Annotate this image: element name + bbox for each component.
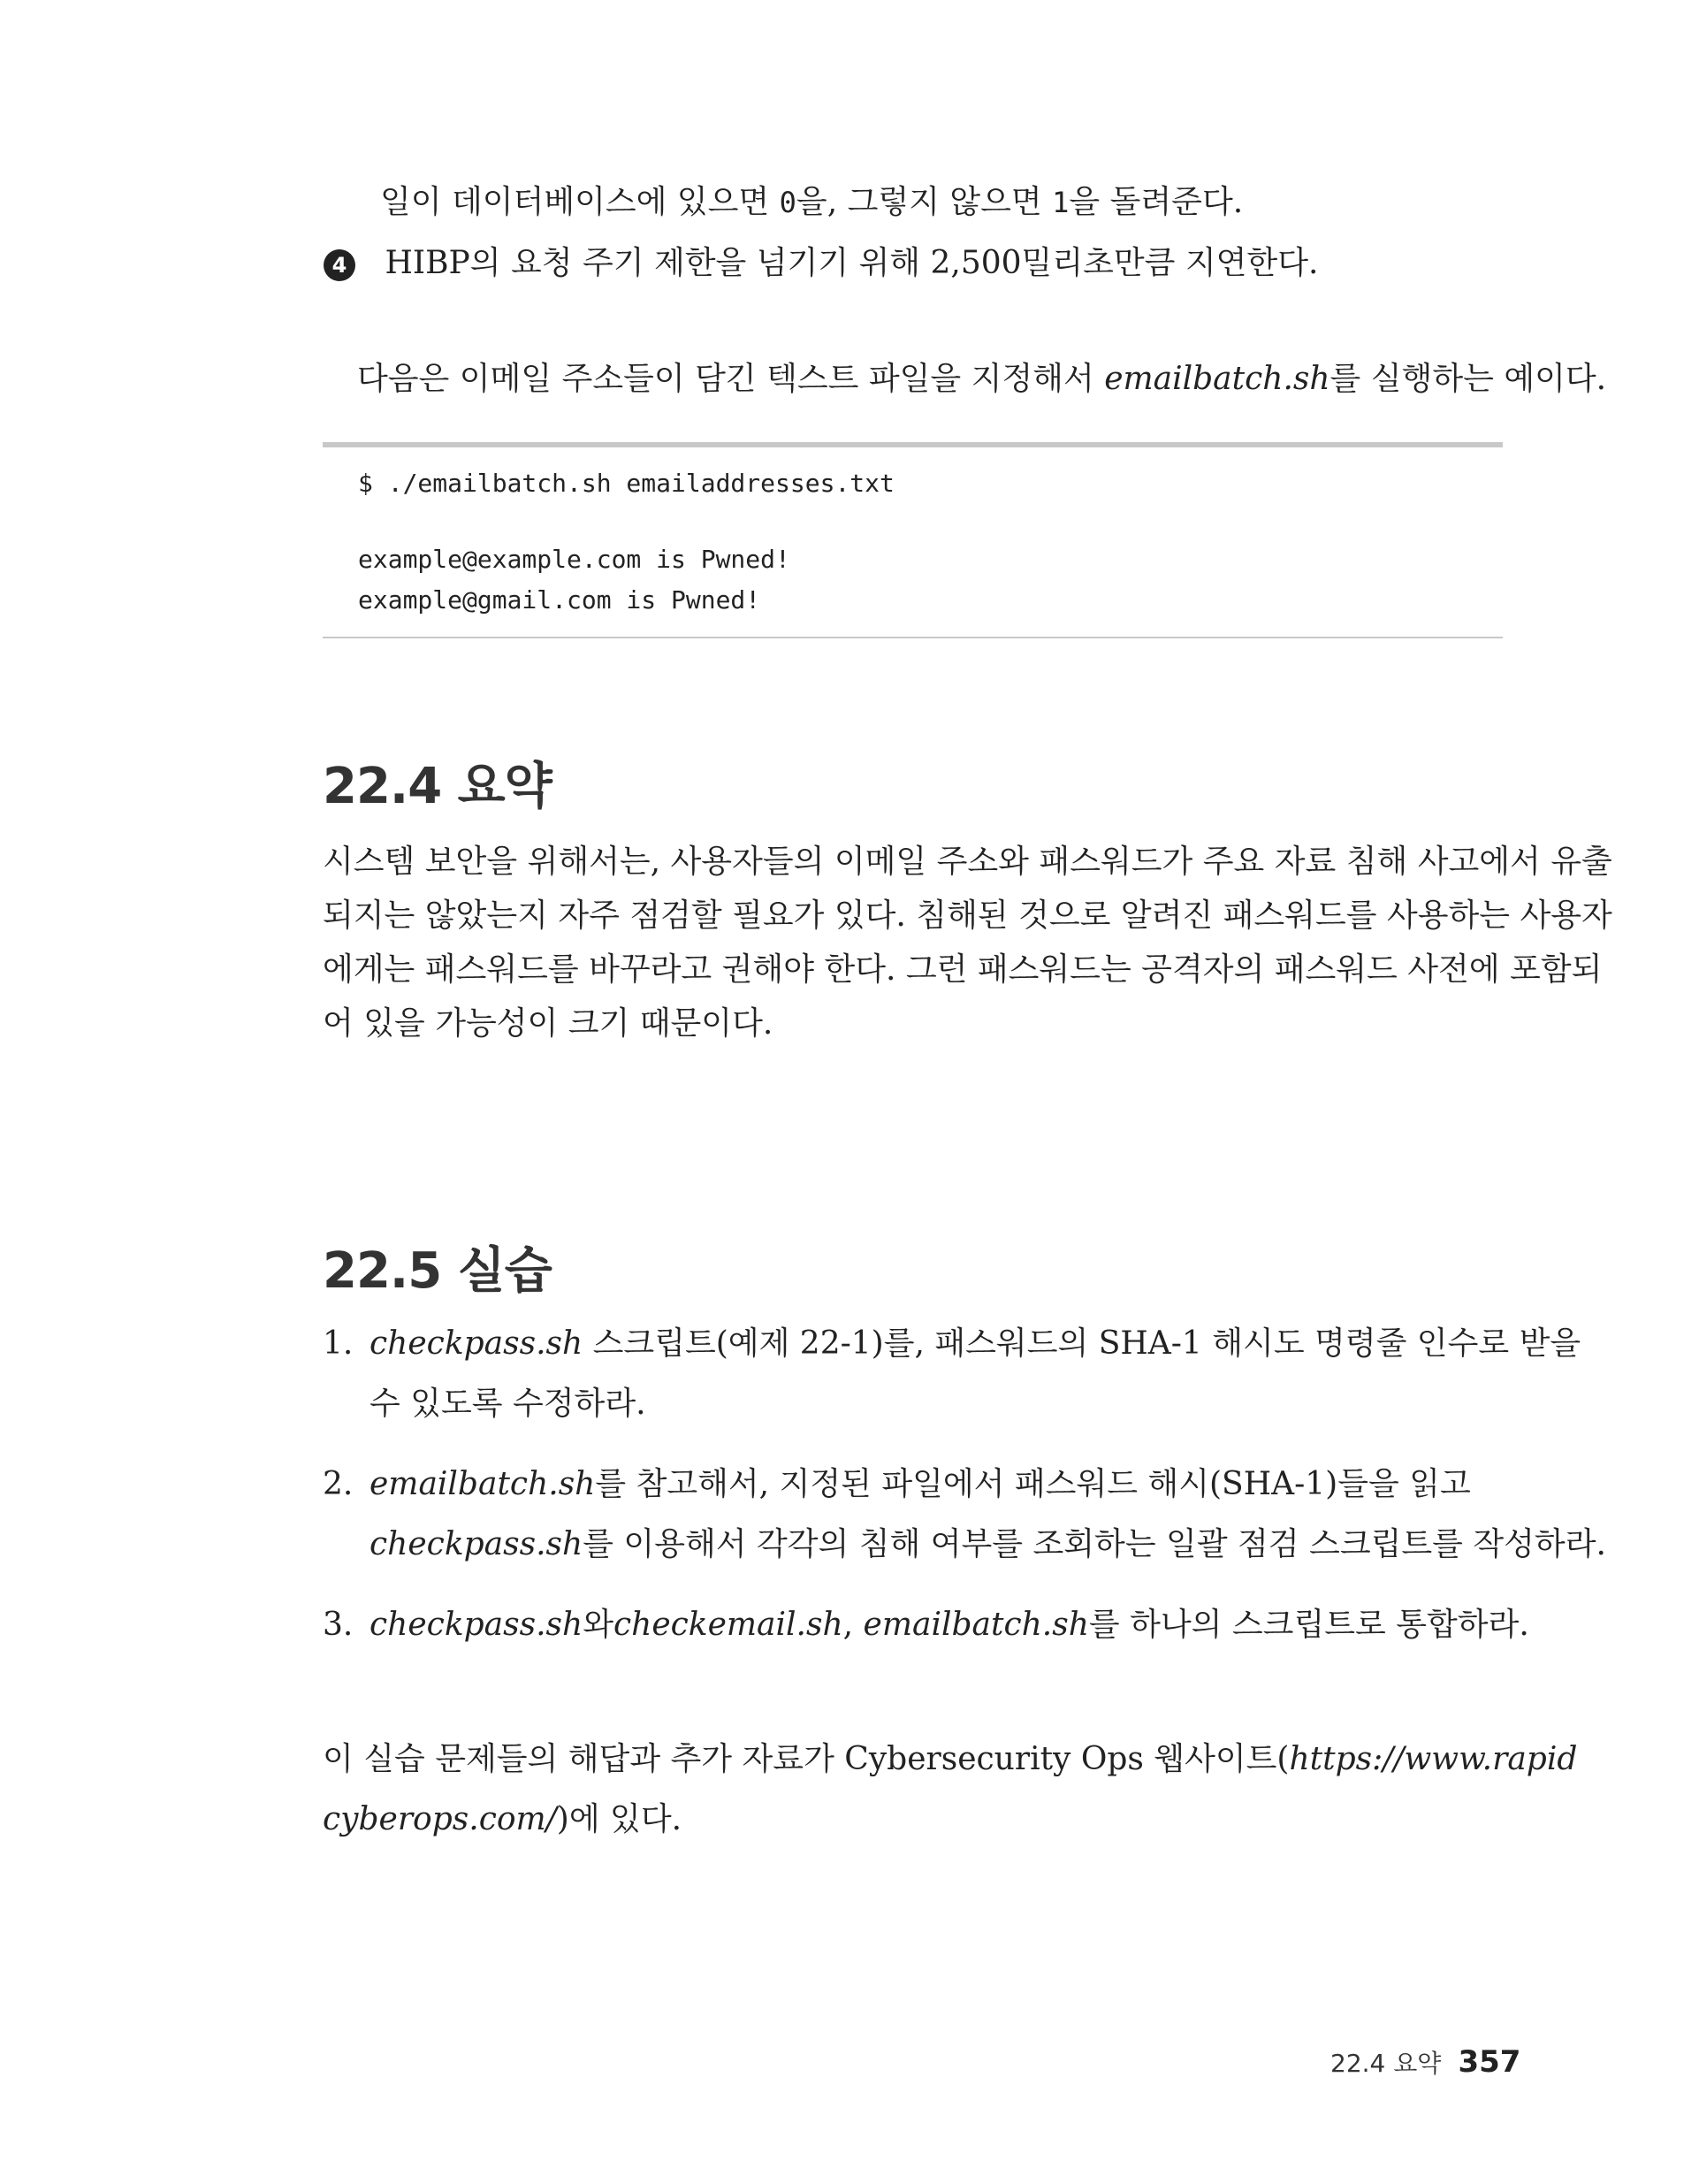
- closing-text: )에 있다.: [556, 1801, 682, 1837]
- exercise-text: 를 참고해서, 지정된 파일에서 패스워드 해시(SHA-1)들을 읽고: [595, 1466, 1471, 1502]
- closing-line-2: [323, 1798, 682, 1842]
- exercise-2-line-2: [370, 1523, 1606, 1567]
- exercise-item: [323, 1603, 353, 1647]
- note-number-badge: 4: [324, 249, 355, 281]
- intro-text: 다음은 이메일 주소들이 담긴 텍스트 파일을 지정해서: [357, 361, 1105, 397]
- inline-code: 1: [1052, 186, 1070, 219]
- page-footer: [1330, 2044, 1520, 2080]
- exercise-text: 를 하나의 스크립트로 통합하라.: [1088, 1607, 1529, 1643]
- exercise-text: 와: [583, 1607, 613, 1643]
- page-number: 357: [1458, 2044, 1521, 2080]
- website-link[interactable]: https://www.rapid: [1289, 1741, 1578, 1777]
- exercise-text: 스크립트(예제 22-1)를, 패스워드의 SHA-1 해시도 명령줄 인수로 받을: [583, 1325, 1581, 1362]
- note-text: 일이 데이터베이스에 있으면: [380, 184, 780, 220]
- footer-section-label: 22.4 요약: [1330, 2049, 1442, 2078]
- paragraph-line: 어 있을 가능성이 크기 때문이다.: [323, 1005, 773, 1042]
- note-4: [324, 241, 1318, 286]
- note-text: HIBP의 요청 주기 제한을 넘기기 위해 2,500밀리초만큼 지연한다.: [385, 245, 1319, 281]
- closing-text: 이 실습 문제들의 해답과 추가 자료가 Cybersecurity Ops 웹사이트(: [323, 1741, 1290, 1777]
- inline-filename: checkpass.sh: [370, 1325, 583, 1362]
- exercise-3-line-1: [370, 1603, 1529, 1647]
- note-3-continuation: [380, 180, 1243, 225]
- website-link[interactable]: cyberops.com/: [323, 1801, 557, 1837]
- exercise-item: [323, 1462, 353, 1507]
- exercise-1-line-2: 수 있도록 수정하라.: [370, 1386, 646, 1422]
- intro-paragraph: [357, 357, 1606, 401]
- section-heading-summary: 22.4 요약: [323, 758, 552, 815]
- exercise-1-line-1: [370, 1322, 1581, 1366]
- inline-code: 0: [779, 186, 796, 219]
- inline-filename: emailbatch.sh: [863, 1607, 1089, 1643]
- paragraph-line: 에게는 패스워드를 바꾸라고 권해야 한다. 그런 패스워드는 공격자의 패스워드 사전에 포함되: [323, 951, 1603, 988]
- inline-filename: checkemail.sh: [613, 1607, 843, 1643]
- exercise-text: ,: [842, 1607, 864, 1643]
- section-heading-exercises: 22.5 실습: [323, 1242, 552, 1300]
- note-text: 을 돌려준다.: [1069, 184, 1244, 220]
- code-output-line: example@example.com is Pwned!: [358, 545, 790, 574]
- inline-filename: emailbatch.sh: [370, 1466, 596, 1502]
- paragraph-line: 시스템 보안을 위해서는, 사용자들의 이메일 주소와 패스워드가 주요 자료 침해 사고에서 유출: [323, 844, 1612, 880]
- code-output-line: example@gmail.com is Pwned!: [358, 585, 761, 615]
- paragraph-line: 되지는 않았는지 자주 점검할 필요가 있다. 침해된 것으로 알려진 패스워드를 사용하는 사용자: [323, 897, 1612, 934]
- summary-paragraph: [323, 835, 1612, 1050]
- closing-line-1: [323, 1737, 1577, 1782]
- exercise-text: 를 이용해서 각각의 침해 여부를 조회하는 일괄 점검 스크립트를 작성하라.: [583, 1526, 1606, 1562]
- code-command: $ ./emailbatch.sh emailaddresses.txt: [358, 469, 895, 498]
- inline-filename: emailbatch.sh: [1104, 361, 1330, 397]
- code-block: [323, 442, 1503, 638]
- intro-text: 를 실행하는 예이다.: [1329, 361, 1607, 397]
- inline-filename: checkpass.sh: [370, 1526, 583, 1562]
- exercise-2-line-1: [370, 1462, 1471, 1507]
- note-text: 을, 그렇지 않으면: [796, 184, 1053, 220]
- inline-filename: checkpass.sh: [370, 1607, 583, 1643]
- exercise-item: [323, 1322, 353, 1366]
- exercise-number: 3.: [323, 1607, 354, 1643]
- exercise-number: 2.: [323, 1466, 354, 1502]
- exercise-number: 1.: [323, 1325, 354, 1362]
